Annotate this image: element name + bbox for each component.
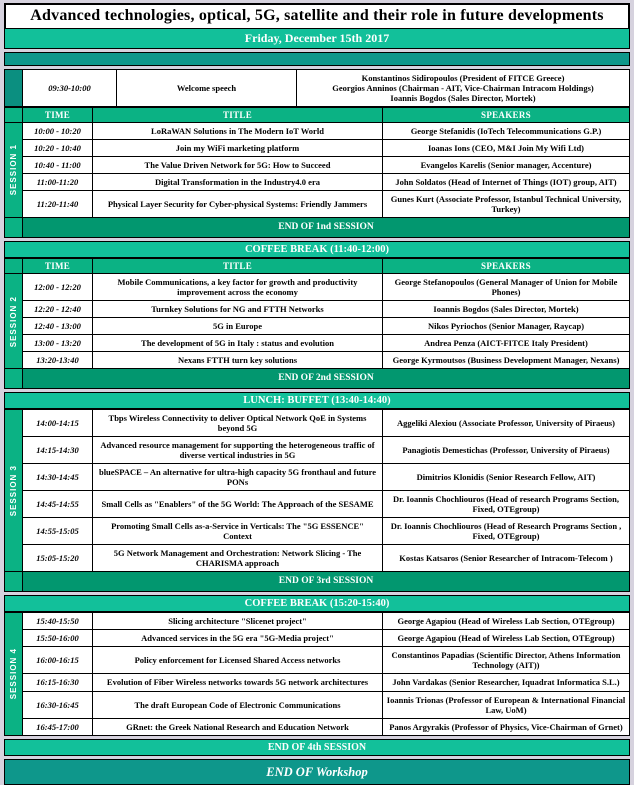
time-cell: 14:15-14:30 xyxy=(23,437,93,464)
time-cell: 11:00-11:20 xyxy=(23,174,93,191)
session-row xyxy=(5,352,630,369)
speaker-line: Georgios Anninos (Chairman - AIT, Vice-Chairman Intracom Holdings) xyxy=(332,83,594,94)
time-cell: 13:20-13:40 xyxy=(23,352,93,369)
end-session-row xyxy=(5,218,630,238)
session-row xyxy=(5,140,630,157)
title-header: TITLE xyxy=(93,259,383,274)
title-cell: Turnkey Solutions for NG and FTTH Networks xyxy=(93,301,383,318)
divider-bar xyxy=(4,52,630,66)
speakers-cell: Kostas Katsaros (Senior Researcher of Intracom-Telecom ) xyxy=(383,545,630,572)
session1-label-cell: SESSION 1 xyxy=(5,123,23,218)
session-row xyxy=(5,691,630,718)
speakers-header: SPEAKERS xyxy=(383,108,630,123)
title-cell: Join my WiFi marketing platform xyxy=(93,140,383,157)
session3-label-cell: SESSION 3 xyxy=(5,410,23,572)
session4-label-cell: SESSION 4 xyxy=(5,613,23,735)
coffee-break2-bar: COFFEE BREAK (15:20-15:40) xyxy=(4,595,630,612)
time-cell: 16:45-17:00 xyxy=(23,718,93,735)
time-cell: 10:40 - 11:00 xyxy=(23,157,93,174)
end-session-row xyxy=(5,572,630,592)
time-cell: 10:20 - 10:40 xyxy=(23,140,93,157)
session-row xyxy=(5,123,630,140)
session-row xyxy=(5,437,630,464)
date-bar: Friday, December 15th 2017 xyxy=(4,29,630,49)
end-workshop-banner: END OF Workshop xyxy=(4,759,630,785)
time-cell: 14:55-15:05 xyxy=(23,518,93,545)
end-spacer-cell xyxy=(5,218,23,238)
document-title: Advanced technologies, optical, 5G, satellite and their role in future developments xyxy=(4,3,630,29)
session3-table xyxy=(4,409,630,592)
title-cell: Small Cells as "Enablers" of the 5G World: The Approach of the SESAME xyxy=(93,491,383,518)
session-row xyxy=(5,464,630,491)
end-session4-banner: END OF 4th SESSION xyxy=(4,739,630,756)
speakers-cell: Constantinos Papadias (Scientific Director, Athens Information Technology (AIT)) xyxy=(383,647,630,674)
session-row xyxy=(5,545,630,572)
time-cell: 12:00 - 12:20 xyxy=(23,274,93,301)
title-cell: Tbps Wireless Connectivity to deliver Optical Network QoE in Systems beyond 5G xyxy=(93,410,383,437)
session-row xyxy=(5,674,630,691)
welcome-row xyxy=(5,70,630,107)
title-cell: The Value Driven Network for 5G: How to Succeed xyxy=(93,157,383,174)
title-cell: Mobile Communications, a key factor for growth and productivity improvement across the economy xyxy=(93,274,383,301)
session-row xyxy=(5,647,630,674)
speakers-cell: Panagiotis Demestichas (Professor, University of Piraeus) xyxy=(383,437,630,464)
speakers-cell: Evangelos Karelis (Senior manager, Accenture) xyxy=(383,157,630,174)
time-cell: 11:20-11:40 xyxy=(23,191,93,218)
time-cell: 15:05-15:20 xyxy=(23,545,93,572)
speaker-line: Konstantinos Sidiropoulos (President of FITCE Greece) xyxy=(361,73,565,83)
title-cell: blueSPACE – An alternative for ultra-high capacity 5G fronthaul and future PONs xyxy=(93,464,383,491)
time-cell: 12:40 - 13:00 xyxy=(23,318,93,335)
session-row xyxy=(5,613,630,630)
session-row xyxy=(5,191,630,218)
time-cell: 13:00 - 13:20 xyxy=(23,335,93,352)
speakers-cell: Dimitrios Klonidis (Senior Research Fellow, AIT) xyxy=(383,464,630,491)
speakers-cell: Ioannis Bogdos (Sales Director, Mortek) xyxy=(383,301,630,318)
session-row xyxy=(5,518,630,545)
time-cell: 15:40-15:50 xyxy=(23,613,93,630)
session-row xyxy=(5,157,630,174)
session-row xyxy=(5,718,630,735)
title-cell: GRnet: the Greek National Research and Education Network xyxy=(93,718,383,735)
speakers-cell: George Agapiou (Head of Wireless Lab Section, OTEgroup) xyxy=(383,613,630,630)
session-row xyxy=(5,491,630,518)
time-cell: 14:00-14:15 xyxy=(23,410,93,437)
end-session-row xyxy=(5,369,630,389)
speakers-cell: Nikos Pyriochos (Senior Manager, Raycap) xyxy=(383,318,630,335)
time-cell: 14:45-14:55 xyxy=(23,491,93,518)
time-header: TIME xyxy=(23,108,93,123)
speakers-cell: Panos Argyrakis (Professor of Physics, Vice-Chairman of Grnet) xyxy=(383,718,630,735)
title-cell: The development of 5G in Italy : status and evolution xyxy=(93,335,383,352)
speakers-cell: Gunes Kurt (Associate Professor, Istanbul Technical University, Turkey) xyxy=(383,191,630,218)
time-header: TIME xyxy=(23,259,93,274)
column-header-row xyxy=(5,259,630,274)
session-row xyxy=(5,174,630,191)
title-cell: Advanced resource management for supporting the heterogeneous traffic of diverse vertical industries in 5G xyxy=(93,437,383,464)
speakers-cell: Dr. Ioannis Chochliouros (Head of Research Programs Section , Fixed, OTEgroup) xyxy=(383,518,630,545)
time-cell: 16:30-16:45 xyxy=(23,691,93,718)
speakers-cell: Ioanas Ions (CEO, M&I Join My Wifi Ltd) xyxy=(383,140,630,157)
end-session1-banner: END OF 1nd SESSION xyxy=(23,218,630,238)
session-row xyxy=(5,274,630,301)
time-cell: 10:00 - 10:20 xyxy=(23,123,93,140)
header-spacer-cell xyxy=(5,108,23,123)
speakers-cell: George Stefanidis (IoTech Telecommunications G.P.) xyxy=(383,123,630,140)
session-row xyxy=(5,335,630,352)
session4-table xyxy=(4,612,630,735)
session2-label-cell: SESSION 2 xyxy=(5,274,23,369)
speakers-cell: Andrea Penza (AICT-FITCE Italy President) xyxy=(383,335,630,352)
title-cell: Digital Transformation in the Industry4.0 era xyxy=(93,174,383,191)
speaker-line: Ioannis Bogdos (Sales Director, Mortek) xyxy=(390,93,536,104)
title-cell: 5G in Europe xyxy=(93,318,383,335)
time-cell: 09:30-10:00 xyxy=(23,70,117,107)
speakers-cell: Ioannis Trionas (Professor of European & International Financial Law, UoM) xyxy=(383,691,630,718)
end-session2-banner: END OF 2nd SESSION xyxy=(23,369,630,389)
speakers-cell: Aggeliki Alexiou (Associate Professor, University of Piraeus) xyxy=(383,410,630,437)
end-spacer-cell xyxy=(5,572,23,592)
speakers-cell: George Kyrmoutsos (Business Development Manager, Nexans) xyxy=(383,352,630,369)
title-cell: Evolution of Fiber Wireless networks towards 5G network architectures xyxy=(93,674,383,691)
column-header-row xyxy=(5,108,630,123)
title-cell: Slicing architecture "Slicenet project" xyxy=(93,613,383,630)
speakers-cell: George Stefanopoulos (General Manager of Union for Mobile Phones) xyxy=(383,274,630,301)
title-cell: Physical Layer Security for Cyber-physical Systems: Friendly Jammers xyxy=(93,191,383,218)
session-row xyxy=(5,410,630,437)
title-cell: Advanced services in the 5G era "5G-Media project" xyxy=(93,630,383,647)
title-header: TITLE xyxy=(93,108,383,123)
time-cell: 12:20 - 12:40 xyxy=(23,301,93,318)
coffee-break1-bar: COFFEE BREAK (11:40-12:00) xyxy=(4,241,630,258)
time-cell: 16:00-16:15 xyxy=(23,647,93,674)
session-row xyxy=(5,630,630,647)
title-cell: 5G Network Management and Orchestration: Network Slicing - The CHARISMA approach xyxy=(93,545,383,572)
session-row xyxy=(5,318,630,335)
title-cell: The draft European Code of Electronic Communications xyxy=(93,691,383,718)
lunch-bar: LUNCH: BUFFET (13:40-14:40) xyxy=(4,392,630,409)
session2-table xyxy=(4,258,630,389)
welcome-table xyxy=(4,69,630,107)
time-cell: 16:15-16:30 xyxy=(23,674,93,691)
end-session3-banner: END OF 3rd SESSION xyxy=(23,572,630,592)
title-cell: Policy enforcement for Licensed Shared Access networks xyxy=(93,647,383,674)
title-cell: Welcome speech xyxy=(117,70,297,107)
speakers-cell: Dr. Ioannis Chochliouros (Head of research Programs Section, Fixed, OTEgroup) xyxy=(383,491,630,518)
speakers-cell: John Soldatos (Head of Internet of Things (IOT) group, AIT) xyxy=(383,174,630,191)
title-cell: Promoting Small Cells as-a-Service in Verticals: The "5G ESSENCE" Context xyxy=(93,518,383,545)
time-cell: 14:30-14:45 xyxy=(23,464,93,491)
time-cell: 15:50-16:00 xyxy=(23,630,93,647)
speakers-cell: John Vardakas (Senior Researcher, Iquadrat Informatica S.L.) xyxy=(383,674,630,691)
session1-table xyxy=(4,107,630,238)
header-spacer-cell xyxy=(5,259,23,274)
title-cell: Nexans FTTH turn key solutions xyxy=(93,352,383,369)
welcome-left-cell xyxy=(5,70,23,107)
session-row xyxy=(5,301,630,318)
end-spacer-cell xyxy=(5,369,23,389)
speakers-cell: George Agapiou (Head of Wireless Lab Section, OTEgroup) xyxy=(383,630,630,647)
speakers-header: SPEAKERS xyxy=(383,259,630,274)
title-cell: LoRaWAN Solutions in The Modern IoT World xyxy=(93,123,383,140)
speakers-cell xyxy=(297,70,630,107)
